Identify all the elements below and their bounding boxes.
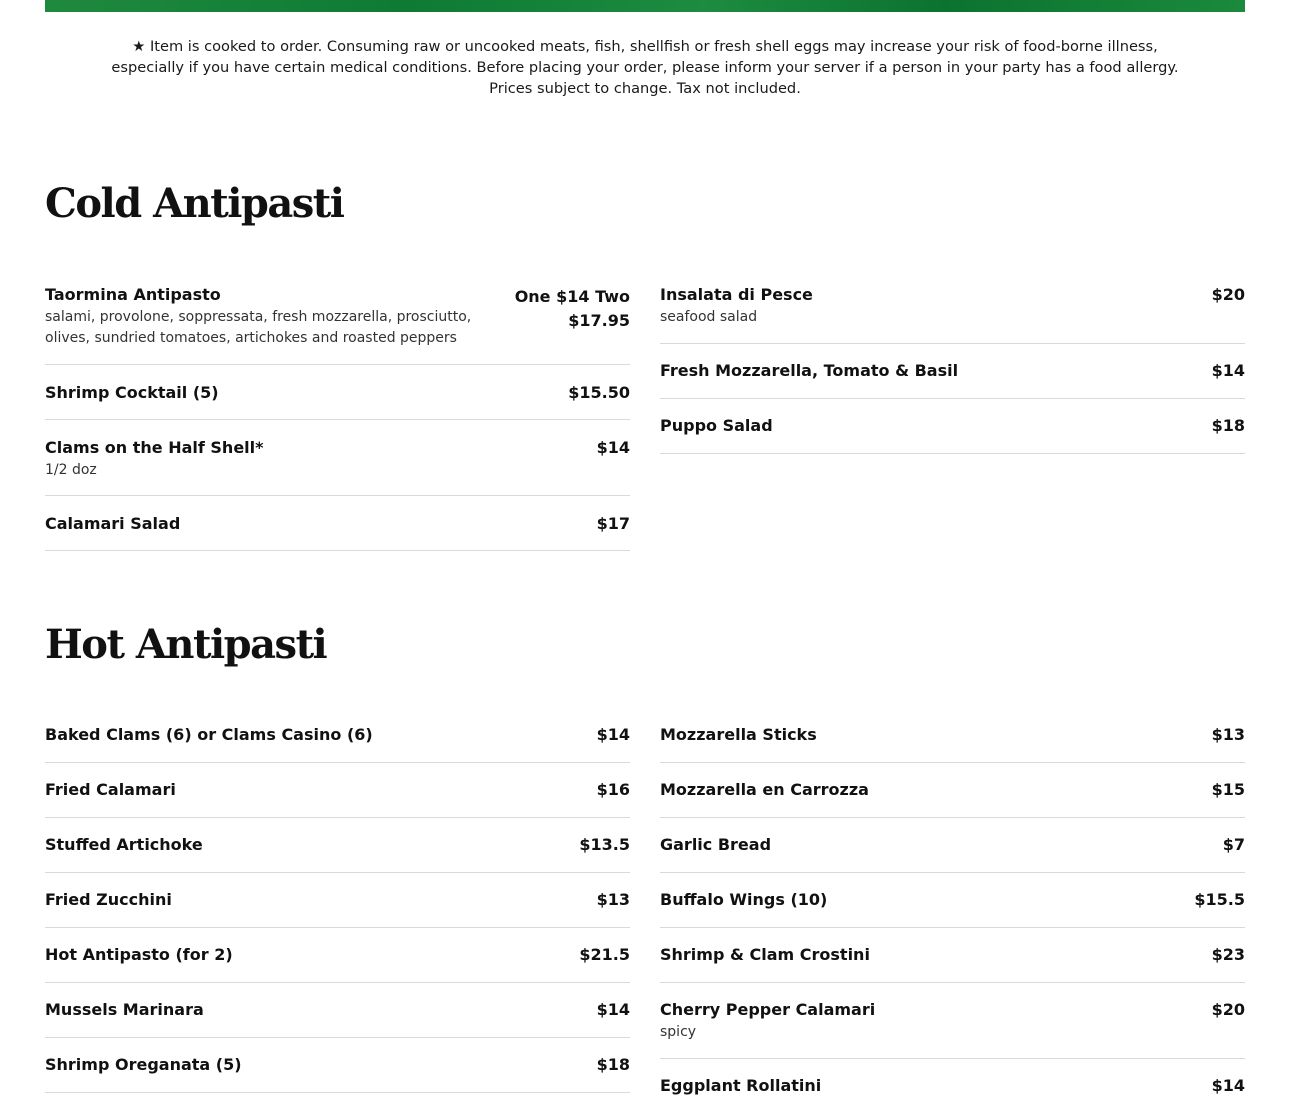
menu-item bbox=[45, 928, 630, 983]
menu-item bbox=[660, 818, 1245, 873]
item-price: $14 bbox=[596, 438, 630, 457]
item-name: Fried Calamari bbox=[45, 780, 176, 799]
disclaimer-line: ★ Item is cooked to order. Consuming raw or uncooked meats, fish, shellfish or fresh shell eggs may increase your risk of food-borne illness, bbox=[132, 38, 1158, 55]
allergy-disclaimer bbox=[45, 36, 1245, 99]
item-price: $20 bbox=[1211, 285, 1245, 304]
disclaimer-line: Prices subject to change. Tax not included. bbox=[489, 80, 801, 97]
menu-item bbox=[660, 983, 1245, 1059]
item-price: $15.5 bbox=[1194, 890, 1245, 909]
item-price: $13 bbox=[1211, 725, 1245, 744]
item-price: $17 bbox=[596, 514, 630, 533]
item-description: salami, provolone, soppressata, fresh mozzarella, prosciutto, olives, sundried tomatoes, artichokes and roasted peppers bbox=[45, 309, 472, 346]
item-price: $13.5 bbox=[579, 835, 630, 854]
item-name: Cherry Pepper Calamari bbox=[660, 1000, 876, 1019]
item-name: Stuffed Artichoke bbox=[45, 835, 203, 854]
hero-image-strip bbox=[45, 0, 1245, 12]
item-price: $15.50 bbox=[568, 383, 630, 402]
item-name: Puppo Salad bbox=[660, 416, 773, 435]
menu-item bbox=[45, 818, 630, 873]
menu-item bbox=[45, 1038, 630, 1093]
hot-antipasti-left-column bbox=[45, 725, 630, 1093]
item-name: Calamari Salad bbox=[45, 514, 181, 533]
menu-item bbox=[660, 285, 1245, 344]
item-description: spicy bbox=[660, 1024, 697, 1040]
item-price: $18 bbox=[596, 1055, 630, 1074]
item-name: Eggplant Rollatini bbox=[660, 1076, 822, 1095]
menu-item bbox=[660, 873, 1245, 928]
item-name: Insalata di Pesce bbox=[660, 285, 813, 304]
menu-item bbox=[45, 983, 630, 1038]
section-title-hot-antipasti: Hot Antipasti bbox=[45, 621, 327, 668]
item-price: $21.5 bbox=[579, 945, 630, 964]
item-price: $14 bbox=[1211, 1076, 1245, 1095]
item-description: 1/2 doz bbox=[45, 462, 97, 478]
item-name: Garlic Bread bbox=[660, 835, 772, 854]
cold-antipasti-right-column bbox=[660, 285, 1245, 454]
item-description: seafood salad bbox=[660, 309, 758, 325]
menu-item bbox=[660, 763, 1245, 818]
menu-item bbox=[660, 725, 1245, 763]
item-price: $20 bbox=[1211, 1000, 1245, 1019]
menu-item bbox=[660, 928, 1245, 983]
item-name: Taormina Antipasto bbox=[45, 285, 221, 304]
cold-antipasti-left-column bbox=[45, 285, 630, 551]
item-name: Shrimp Cocktail (5) bbox=[45, 383, 219, 402]
item-price: $14 bbox=[596, 1000, 630, 1019]
item-name: Mussels Marinara bbox=[45, 1000, 204, 1019]
hot-antipasti-right-column bbox=[660, 725, 1245, 1104]
item-name: Mozzarella en Carrozza bbox=[660, 780, 869, 799]
item-price: $15 bbox=[1211, 780, 1245, 799]
item-name: Hot Antipasto (for 2) bbox=[45, 945, 233, 964]
item-price: $16 bbox=[596, 780, 630, 799]
menu-item bbox=[45, 496, 630, 551]
item-price: One $14 Two $17.95 bbox=[514, 287, 630, 330]
item-name: Shrimp Oreganata (5) bbox=[45, 1055, 242, 1074]
item-price: $18 bbox=[1211, 416, 1245, 435]
item-name: Mozzarella Sticks bbox=[660, 725, 817, 744]
menu-item bbox=[45, 763, 630, 818]
item-price: $13 bbox=[596, 890, 630, 909]
menu-item bbox=[660, 1059, 1245, 1104]
menu-item bbox=[45, 725, 630, 763]
item-name: Buffalo Wings (10) bbox=[660, 890, 828, 909]
item-name: Baked Clams (6) or Clams Casino (6) bbox=[45, 725, 373, 744]
menu-item bbox=[45, 365, 630, 420]
item-price: $14 bbox=[596, 725, 630, 744]
menu-item bbox=[45, 285, 630, 365]
item-name: Shrimp & Clam Crostini bbox=[660, 945, 870, 964]
section-title-cold-antipasti: Cold Antipasti bbox=[45, 180, 344, 227]
item-price: $7 bbox=[1222, 835, 1245, 854]
item-name: Clams on the Half Shell* bbox=[45, 438, 264, 457]
item-name: Fresh Mozzarella, Tomato & Basil bbox=[660, 361, 959, 380]
item-price: $23 bbox=[1211, 945, 1245, 964]
item-price: $14 bbox=[1211, 361, 1245, 380]
menu-item bbox=[660, 344, 1245, 399]
disclaimer-line: especially if you have certain medical conditions. Before placing your order, please inform your server if a person in your party has a food allergy. bbox=[111, 59, 1179, 76]
menu-item bbox=[660, 399, 1245, 454]
menu-item bbox=[45, 420, 630, 496]
menu-item bbox=[45, 873, 630, 928]
item-name: Fried Zucchini bbox=[45, 890, 172, 909]
